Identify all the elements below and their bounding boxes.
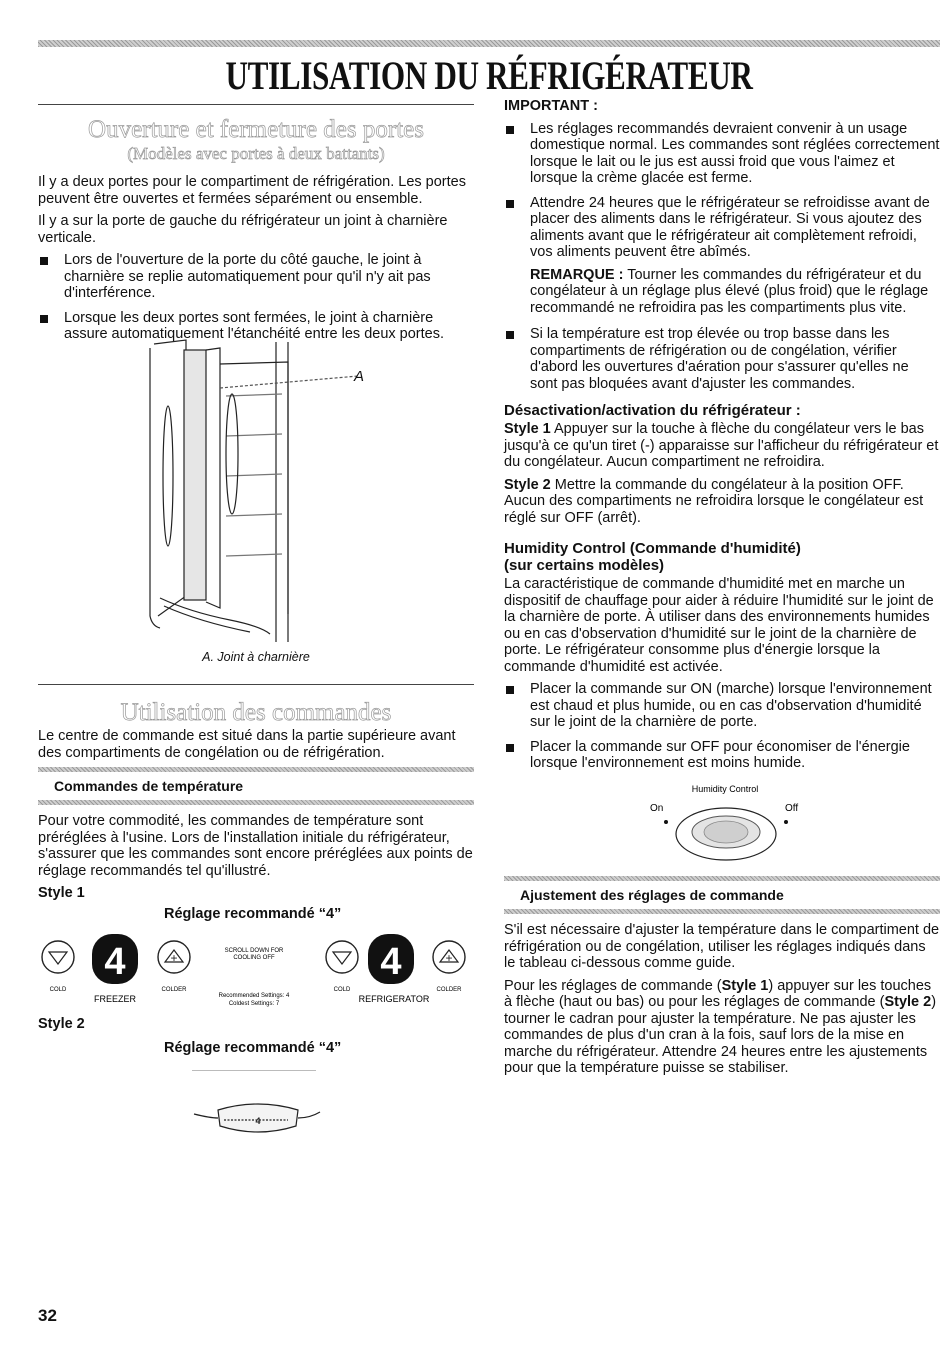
important-bullet-list: [504, 121, 940, 261]
style-1-inline-label: Style 1: [504, 421, 551, 437]
style-1-control-panel: [38, 930, 474, 1010]
style-1-paragraph: [504, 421, 940, 471]
figure-caption: A. Joint à charnière: [202, 650, 310, 664]
divider: [192, 1070, 316, 1071]
temperature-paragraph: Pour votre commodité, les commandes de température sont préréglées à l'usine. Lors de l'installation initiale du réfrigérateur, s'assurer que les commandes sont encore préréglées aux points de réglage recommandés tel qu'illustré.: [38, 813, 473, 879]
svg-text:+: +: [445, 951, 453, 965]
down-arrow-button-icon: [42, 941, 74, 973]
on-label: On: [650, 803, 664, 814]
adjustment-text: Pour les réglages de commande (: [504, 977, 722, 994]
doors-bullet-list: [38, 252, 474, 343]
band-label: Commandes de température: [54, 778, 244, 794]
coldest-settings-label: Coldest Settings: 7: [228, 1001, 280, 1007]
section-subheading-doors: (Modèles avec portes à deux battants): [127, 144, 385, 163]
list-item: Placer la commande sur ON (marche) lorsque l'environnement est chaud et plus humide, ou en cas d'observation d'humidité sur le joint de la charnière de porte.: [504, 681, 940, 731]
figure-label-a: A: [354, 368, 365, 385]
top-band: [38, 40, 940, 47]
colder-label: COLDER: [436, 987, 462, 993]
recommended-setting-2: Réglage recommandé “4”: [164, 1040, 342, 1056]
down-arrow-button-icon: [326, 941, 358, 973]
humidity-control-title: Humidity Control: [691, 784, 759, 794]
doors-paragraph-2: Il y a sur la porte de gauche du réfrigérateur un joint à charnière verticale.: [38, 213, 448, 246]
humidity-bullet-list: [504, 681, 940, 772]
style-2-text: Mettre la commande du congélateur à la position OFF. Aucun des compartiments ne refroidira lorsque le congélateur est réglé sur OFF (arrêt).: [504, 476, 924, 526]
list-item: Placer la commande sur OFF pour économiser de l'énergie lorsque l'environnement est moins humide.: [504, 739, 940, 772]
cooling-off-label: COOLING OFF: [233, 955, 275, 961]
band-stripe: [504, 909, 940, 914]
band-label: Ajustement des réglages de commande: [520, 887, 784, 903]
band-stripe: [38, 767, 474, 772]
list-item: Les réglages recommandés devraient convenir à un usage domestique normal. Les commandes sont réglées correctement lorsque le lait ou le jus est aussi froid que vous l'aimez et lorsque la crème glacée est ferme.: [504, 121, 940, 187]
adjustment-text: ) appuyer sur les touches à flèche (haut ou bas) ou pour les réglages de commande (: [504, 977, 932, 1010]
scroll-down-label: SCROLL DOWN FOR: [224, 948, 284, 954]
page-number: 32: [38, 1306, 57, 1325]
colder-label: COLDER: [161, 987, 187, 993]
section-rule: [38, 684, 474, 685]
freezer-label: FREEZER: [93, 994, 137, 1004]
temperature-controls-band: [38, 767, 474, 805]
freezer-digit: 4: [104, 941, 126, 983]
style-1-text: Appuyer sur la touche à flèche du congélateur vers le bas jusqu'à ce qu'un tiret (-) apparaisse sur l'afficheur du réfrigérateur et du congélateur. Aucun compartiment ne refroidira.: [504, 421, 939, 470]
section-heading-doors: Ouverture et fermeture des portes: [88, 116, 424, 143]
list-item: Lorsque les deux portes sont fermées, le joint à charnière assure automatiquement l'étanchéité entre les deux portes.: [38, 310, 474, 343]
adjustment-paragraph-1: S'il est nécessaire d'ajuster la température dans le compartiment de réfrigération ou de congélation, utiliser les réglages indiqués dans le tableau ci-dessous comme guide.: [504, 922, 940, 971]
hinged-seal-illustration: [130, 336, 380, 652]
section-rule: [38, 104, 474, 105]
refrigerator-label: REFRIGERATOR: [358, 994, 430, 1004]
important-heading: IMPORTANT :: [504, 98, 598, 114]
deactivation-heading: Désactivation/activation du réfrigérateur :: [504, 402, 801, 419]
remarque-paragraph: [504, 267, 940, 317]
humidity-subheading: (sur certains modèles): [504, 557, 665, 574]
style-2-label: Style 2: [38, 1016, 85, 1032]
recommended-setting-1: Réglage recommandé “4”: [164, 905, 342, 922]
doors-paragraph-1: Il y a deux portes pour le compartiment de réfrigération. Les portes peuvent être ouvertes et fermées séparément ou ensemble.: [38, 174, 466, 207]
list-item: Si la température est trop élevée ou trop basse dans les compartiments de réfrigération ou de congélation, vérifier d'abord les ouvertures d'aération pour s'assurer qu'elles ne sont pas bloquées avant d'ajuster les commandes.: [504, 326, 940, 392]
humidity-paragraph: La caractéristique de commande d'humidité met en marche un dispositif de chauffage pour aider à réduire l'humidité sur le joint de la charnière de porte. À utiliser dans des environnements humides ou en cas d'observation d'humidité sur le joint de la charnière de porte. Le réfrigérateur consomme plus d'énergie lorsque la commande d'humidité est activée.: [504, 576, 934, 675]
list-item: Lors de l'ouverture de la porte du côté gauche, le joint à charnière se replie automatiquement pour qu'il n'y ait pas d'interférence.: [38, 252, 474, 302]
right-column: [504, 98, 940, 780]
list-item: Attendre 24 heures que le réfrigérateur se refroidisse avant de placer des aliments dans le réfrigérateur. Si vous ajoutez des aliments avant que le réfrigérateur ait complètement refroidi, vos aliments peuvent être abîmés.: [504, 195, 940, 261]
off-label: Off: [785, 803, 799, 814]
band-stripe: [504, 876, 940, 881]
style-2-dial-icon: [190, 1096, 326, 1144]
left-column: [38, 116, 474, 351]
style-2-inline-label: Style 2: [504, 476, 551, 493]
important-bullet-list-2: [504, 326, 940, 392]
cold-label: COLD: [333, 987, 351, 993]
style-1-label: Style 1: [38, 885, 85, 901]
left-column-controls: [38, 698, 474, 922]
style-2-inline-label: Style 2: [884, 994, 932, 1010]
humidity-heading: Humidity Control (Commande d'humidité): [504, 540, 801, 557]
adjustment-text: ) tourner le cadran pour ajuster la température. Ne pas ajuster les commandes de plus d'un cran à la fois, sauf lors de la mise en marche du réfrigérateur. Attendre 24 heures entre les ajustements pour que la température puisse se stabiliser.: [504, 994, 937, 1076]
style-1-inline-label: Style 1: [721, 977, 769, 994]
adjustment-paragraph-2: [504, 978, 940, 1077]
right-column-adjust: [504, 870, 940, 1083]
humidity-control-diagram: [640, 782, 810, 862]
cold-label: COLD: [49, 987, 67, 993]
band-stripe: [38, 800, 474, 805]
remarque-label: REMARQUE :: [530, 266, 624, 283]
style-2-paragraph: [504, 477, 940, 527]
dial-digit: 4: [255, 1116, 261, 1126]
svg-text:+: +: [170, 951, 178, 965]
recommended-settings-label: Recommended Settings: 4: [218, 993, 290, 999]
controls-paragraph: Le centre de commande est situé dans la partie supérieure avant des compartiments de congélation ou de réfrigération.: [38, 728, 456, 761]
adjustment-band: [504, 876, 940, 914]
remarque-text: Tourner les commandes du réfrigérateur et du congélateur à un réglage plus élevé (plus froid) que le réglage recommandé ne refroidira pas les compartiments plus vite.: [530, 266, 929, 316]
section-heading-controls: Utilisation des commandes: [120, 699, 392, 726]
page-title: UTILISATION DU RÉFRIGÉRATEUR: [225, 53, 753, 98]
refrigerator-digit: 4: [380, 941, 402, 983]
